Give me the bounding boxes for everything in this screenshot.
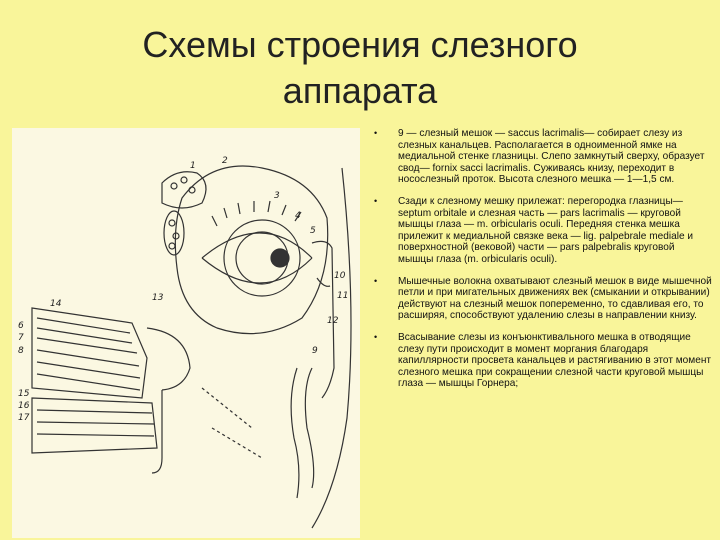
bullet-marker: •	[374, 331, 378, 342]
figure-label: 2	[222, 156, 228, 166]
figure-label: 16	[18, 401, 30, 411]
bullet-text: Всасывание слезы из конъюнктивального мешка в отводящие слезу пути происходит в момент моргания благодаря капиллярности просвета канальцев и растягиванию в этот момент слезного мешка при сокращении слезной части круговой мышцы глаза — мышцы Горнера;	[398, 331, 712, 390]
figure-label: 17	[18, 413, 30, 423]
bullet-item	[372, 196, 712, 266]
bullet-text: Мышечные волокна охватывают слезный мешок в виде мышечной петли и при мигательных движениях век (смыкании и открывании) действуют на слезный мешок попеременно, то сдавливая его, то расширяя, способствуют удалению слезы в направлении книзу.	[398, 275, 712, 322]
pupil	[271, 249, 289, 267]
bullet-item	[372, 332, 712, 390]
figure-label: 9	[312, 346, 318, 356]
nose-profile	[312, 168, 351, 528]
upper-eyelid	[202, 233, 312, 258]
figure-label: 1	[190, 161, 196, 171]
figure-label: 11	[337, 291, 349, 301]
figure-label: 13	[152, 293, 164, 303]
figure-label: 5	[310, 226, 316, 236]
figure-label: 12	[327, 316, 339, 326]
title-line-1: Схемы строения слезного	[142, 24, 578, 65]
figure-label: 10	[334, 271, 346, 281]
title-line-2: аппарата	[282, 70, 438, 111]
nasolacrimal-duct	[305, 368, 313, 488]
figure-label: 7	[18, 333, 24, 343]
figure-label: 3	[274, 191, 280, 201]
figure-label: 14	[50, 299, 62, 309]
lower-eyelid	[202, 258, 312, 283]
bullet-marker: •	[374, 128, 378, 138]
orbicularis-muscle	[32, 398, 157, 453]
figure-label: 15	[18, 389, 30, 399]
bullet-item	[372, 276, 712, 322]
orbit-outline	[175, 166, 327, 334]
slide-title	[60, 22, 660, 114]
bullet-marker: •	[374, 195, 378, 206]
bullet-list	[372, 128, 712, 400]
figure-label: 8	[18, 346, 24, 356]
diagram-drawing	[12, 128, 360, 538]
sac-cross-section	[147, 328, 190, 390]
bullet-marker: •	[374, 275, 378, 286]
lacrimal-canaliculus	[317, 278, 330, 286]
lacrimal-apparatus-diagram	[12, 128, 360, 538]
bullet-item	[372, 128, 712, 186]
figure-label: 6	[18, 321, 24, 331]
muscle-block	[32, 308, 147, 398]
figure-label: 4	[295, 211, 301, 221]
bullet-text: 9 — слезный мешок — saccus lacrimalis— собирает слезу из слезных канальцев. Располагается в одноименной ямке на медиальной стенке глазницы. Слепо замкнутый сверху, образует свод— fornix sacci lacrimalis. Суживаясь книзу, переходит в носослезный проток. Высота слезного мешка — 1—1,5 см.	[398, 128, 705, 186]
bullet-text: Сзади к слезному мешку прилежат: перегородка глазницы— septum orbitale и слезная часть — pars lacrimalis — круговой мышцы глаза — m. orbicularis oculi. Передняя стенка мешка прилежит к медиальной связке века — lig. palpebrale mediale и поверхностной (вековой) части — pars palpebralis круговой мышцы глаза (m. orbicularis oculi).	[398, 195, 693, 265]
upper-lashes	[212, 201, 301, 226]
